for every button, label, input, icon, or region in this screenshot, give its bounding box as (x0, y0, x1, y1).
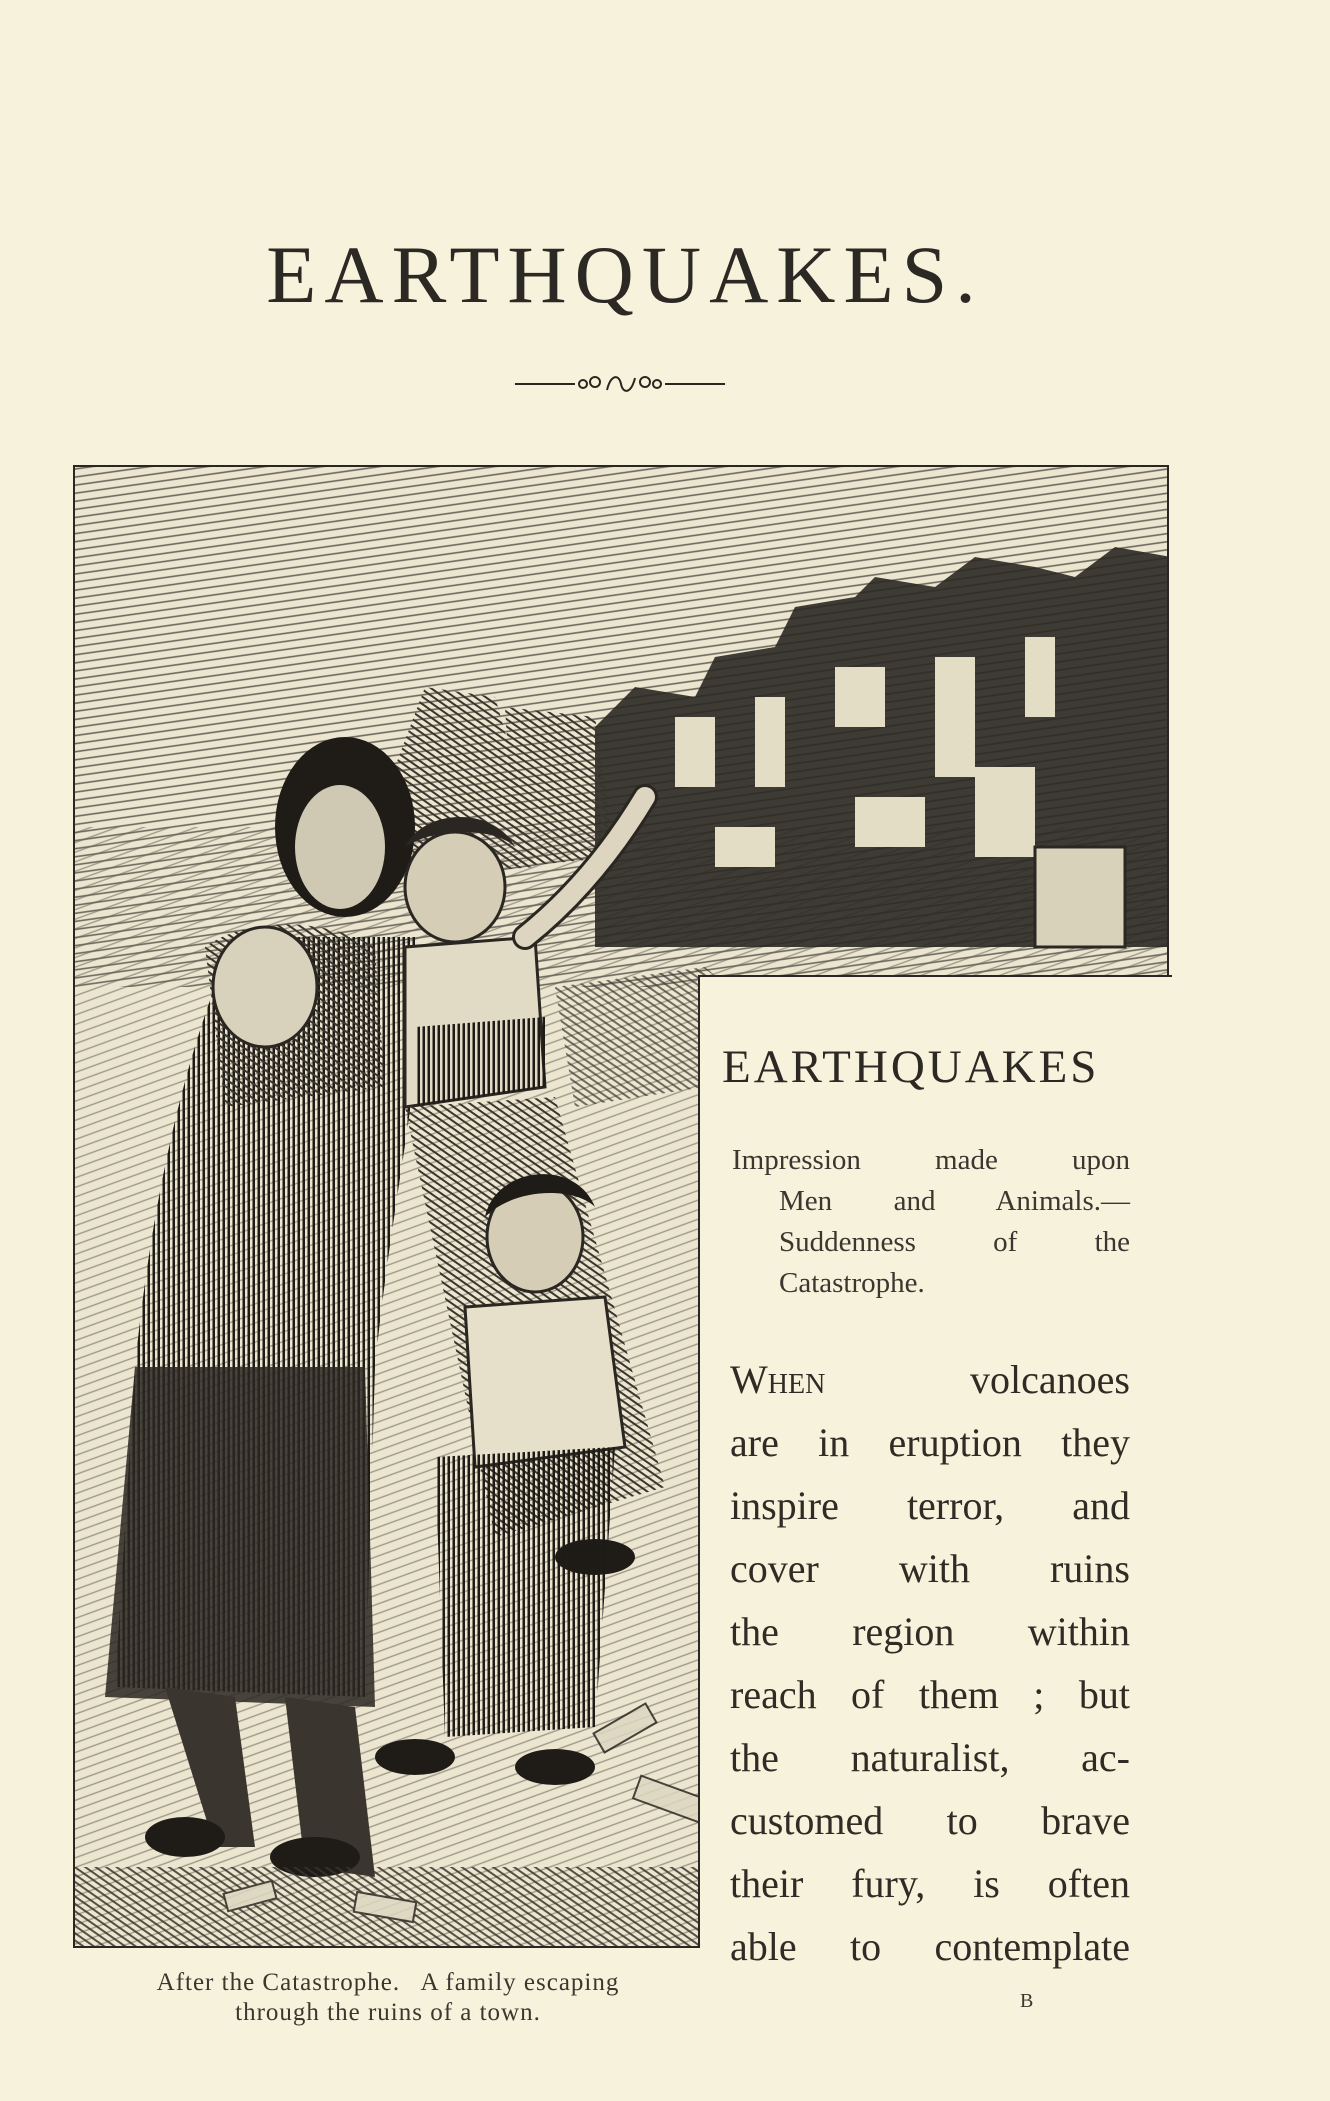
body-line-first (730, 1348, 1130, 1411)
chapter-summary (732, 1140, 1130, 1304)
caption-line: through the ruins of a town. (235, 1999, 541, 2026)
body-line: customed to brave (730, 1798, 1130, 1843)
summary-line: Catastrophe. (779, 1267, 925, 1299)
summary-line: Suddenness of the (779, 1226, 1130, 1258)
body-line: the naturalist, ac- (730, 1735, 1130, 1780)
text-column-top-rule (700, 975, 1172, 977)
body-line: reach of them ; but (730, 1672, 1130, 1717)
body-paragraph (730, 1348, 1130, 1978)
body-line: are in eruption they (730, 1420, 1130, 1465)
illustration-caption (73, 1968, 703, 2028)
body-line: volcanoes (970, 1357, 1130, 1402)
body-line: the region within (730, 1609, 1130, 1654)
summary-line: Impression made upon (732, 1144, 1130, 1176)
page-title: EARTHQUAKES. (266, 229, 984, 320)
body-line: inspire terror, and (730, 1483, 1130, 1528)
body-line: able to contemplate (730, 1924, 1130, 1969)
chapter-heading: EARTHQUAKES (722, 1041, 1100, 1093)
body-line: their fury, is often (730, 1861, 1130, 1906)
drop-lead-word: When (730, 1357, 826, 1402)
caption-line: After the Catastrophe. A family escaping (156, 1969, 620, 1996)
ornament-divider (515, 370, 725, 398)
body-line: cover with ruins (730, 1546, 1130, 1591)
summary-line: Men and Animals.— (779, 1185, 1130, 1217)
text-column-left-rule (698, 975, 700, 1948)
signature-mark: B (1020, 1990, 1034, 2012)
